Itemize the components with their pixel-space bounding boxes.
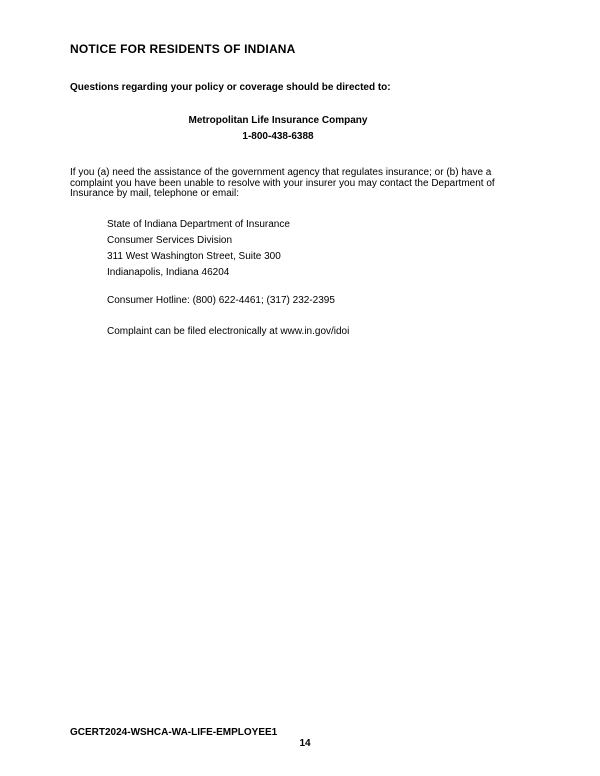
intro-statement: Questions regarding your policy or coverage should be directed to: — [70, 82, 391, 93]
company-name: Metropolitan Life Insurance Company — [188, 115, 368, 126]
page-title: NOTICE FOR RESIDENTS OF INDIANA — [70, 42, 296, 56]
footer-form-code: GCERT2024-WSHCA-WA-LIFE-EMPLOYEE1 — [70, 727, 278, 738]
address-line-department: State of Indiana Department of Insurance — [107, 219, 290, 230]
address-line-street: 311 West Washington Street, Suite 300 — [107, 251, 281, 262]
company-phone: 1-800-438-6388 — [242, 131, 314, 142]
consumer-hotline: Consumer Hotline: (800) 622-4461; (317) 232-2395 — [107, 295, 335, 306]
address-line-division: Consumer Services Division — [107, 235, 233, 246]
footer-page-number: 14 — [299, 738, 311, 749]
address-line-city: Indianapolis, Indiana 46204 — [107, 267, 230, 278]
assistance-paragraph: If you (a) need the assistance of the government agency that regulates insurance; or (b) have a complaint you have been unable to resolve with your insurer you may contact the Department of Insurance by mail, telephone or email: — [70, 167, 495, 200]
department-address-block — [107, 217, 290, 281]
electronic-complaint-note: Complaint can be filed electronically at www.in.gov/idoi — [107, 326, 350, 337]
